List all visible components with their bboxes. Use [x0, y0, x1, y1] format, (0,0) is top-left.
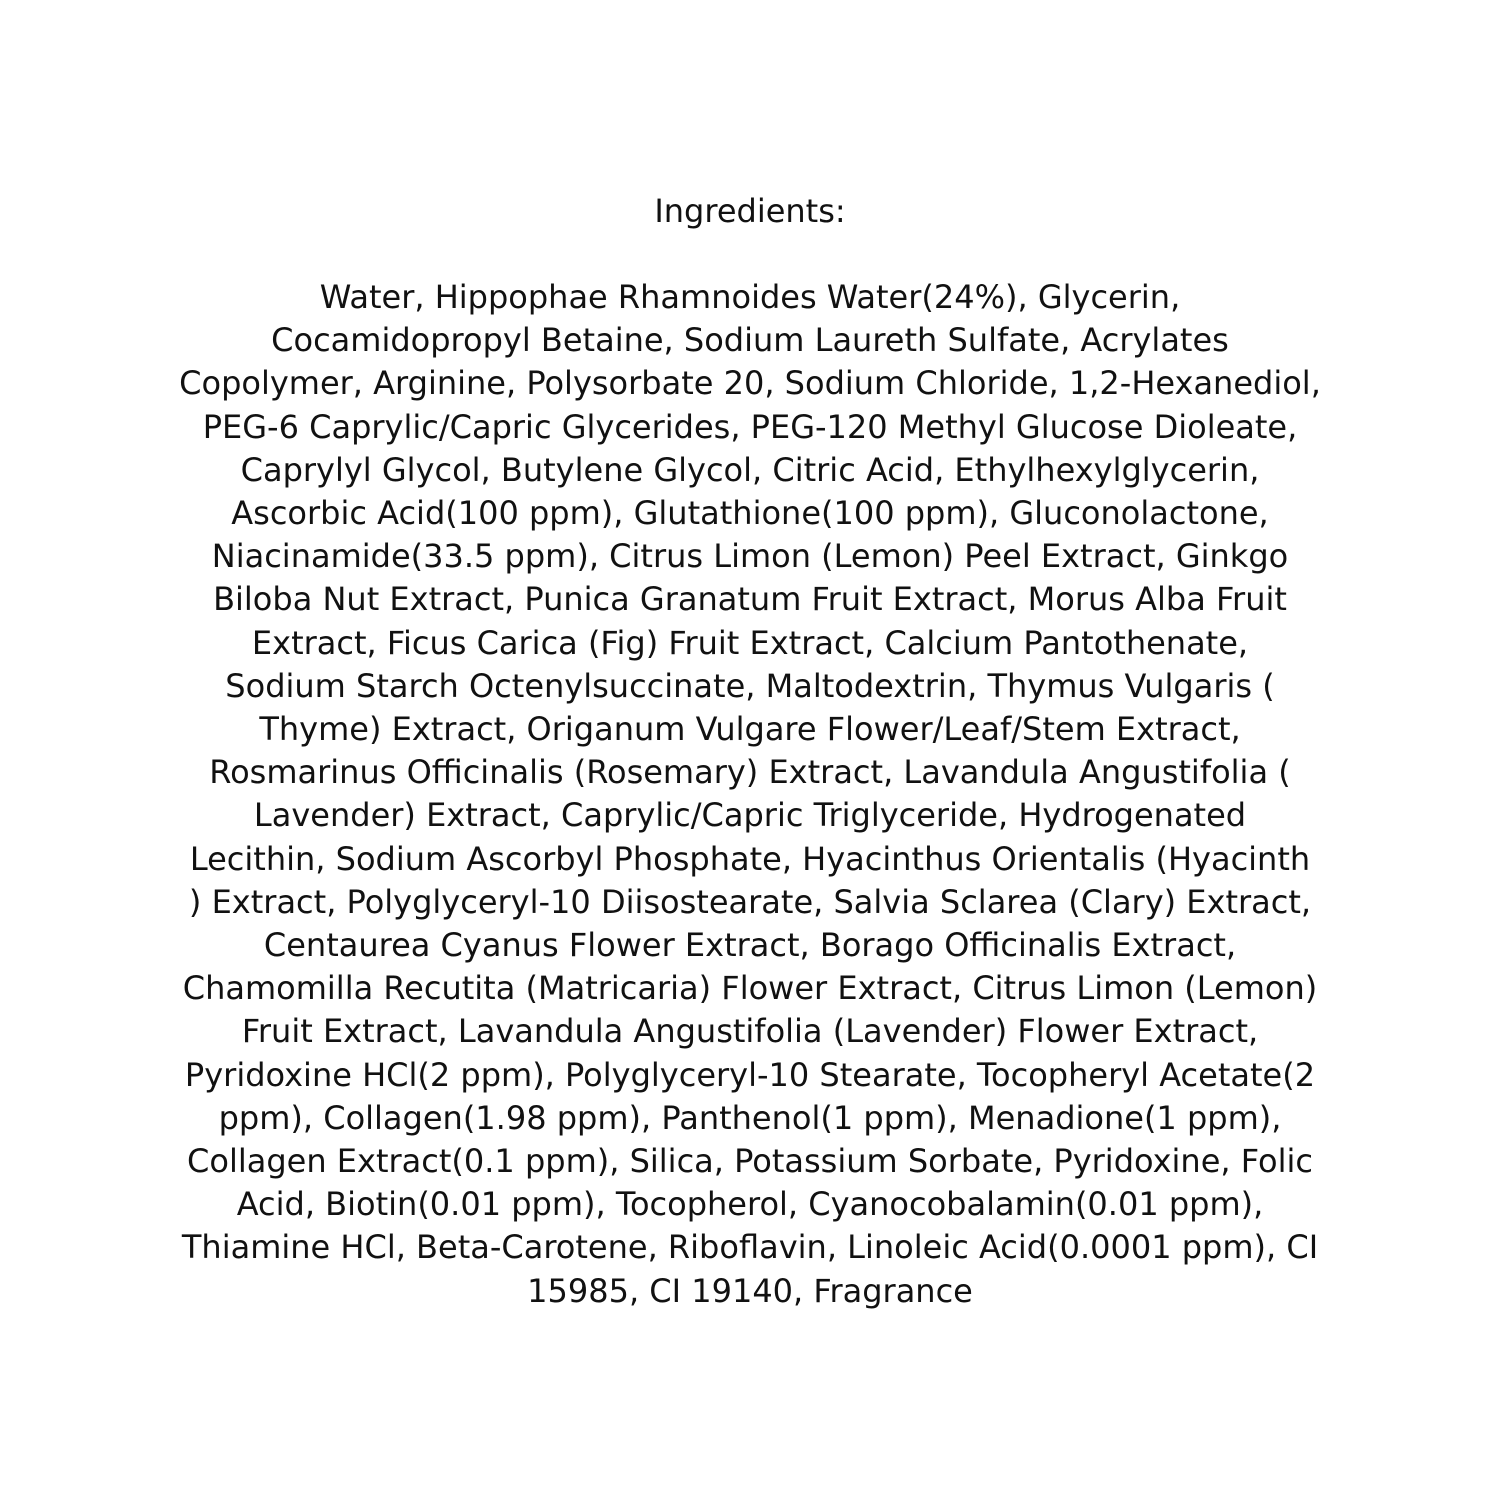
ingredients-line: Lecithin, Sodium Ascorbyl Phosphate, Hyacinthus Orientalis (Hyacinth	[189, 839, 1311, 878]
ingredients-line: PEG-6 Caprylic/Capric Glycerides, PEG-120 Methyl Glucose Dioleate,	[202, 407, 1298, 446]
ingredients-line: Extract, Ficus Carica (Fig) Fruit Extract, Calcium Pantothenate,	[251, 623, 1249, 662]
ingredients-line: Thiamine HCl, Beta-Carotene, Riboflavin, Linoleic Acid(0.0001 ppm), CI	[181, 1228, 1319, 1267]
ingredients-line: Fruit Extract, Lavandula Angustifolia (Lavender) Flower Extract,	[241, 1012, 1259, 1051]
ingredients-line: Biloba Nut Extract, Punica Granatum Fruit Extract, Morus Alba Fruit	[213, 580, 1287, 619]
ingredients-line: Pyridoxine HCl(2 ppm), Polyglyceryl-10 Stearate, Tocopheryl Acetate(2	[184, 1055, 1316, 1094]
ingredients-line: Copolymer, Arginine, Polysorbate 20, Sodium Chloride, 1,2-Hexanediol,	[179, 364, 1321, 403]
ingredients-line: Water, Hippophae Rhamnoides Water(24%), Glycerin,	[319, 278, 1181, 316]
ingredients-line: Collagen Extract(0.1 ppm), Silica, Potassium Sorbate, Pyridoxine, Folic	[187, 1142, 1313, 1181]
ingredients-line: Cocamidopropyl Betaine, Sodium Laureth Sulfate, Acrylates	[271, 321, 1229, 360]
ingredients-line: Thyme) Extract, Origanum Vulgare Flower/Leaf/Stem Extract,	[259, 710, 1241, 749]
ingredients-line: Niacinamide(33.5 ppm), Citrus Limon (Lemon) Peel Extract, Ginkgo	[211, 537, 1289, 576]
ingredients-line: Centaurea Cyanus Flower Extract, Borago Officinalis Extract,	[263, 926, 1237, 965]
ingredients-line: Acid, Biotin(0.01 ppm), Tocopherol, Cyanocobalamin(0.01 ppm),	[236, 1185, 1264, 1224]
ingredients-line: Rosmarinus Officinalis (Rosemary) Extract, Lavandula Angustifolia (	[209, 753, 1291, 792]
ingredients-line: ) Extract, Polyglyceryl-10 Diisostearate, Salvia Sclarea (Clary) Extract,	[188, 882, 1312, 921]
ingredients-line: Caprylyl Glycol, Butylene Glycol, Citric Acid, Ethylhexylglycerin,	[240, 450, 1260, 489]
ingredients-text	[150, 276, 1350, 1313]
ingredients-line: Lavender) Extract, Caprylic/Capric Triglyceride, Hydrogenated	[253, 796, 1247, 835]
ingredients-heading: Ingredients:	[654, 192, 846, 230]
ingredients-line: Chamomilla Recutita (Matricaria) Flower Extract, Citrus Limon (Lemon)	[182, 969, 1318, 1008]
ingredients-line: ppm), Collagen(1.98 ppm), Panthenol(1 ppm), Menadione(1 ppm),	[218, 1098, 1282, 1137]
ingredients-line: Ascorbic Acid(100 ppm), Glutathione(100 ppm), Gluconolactone,	[231, 494, 1269, 533]
ingredients-line: 15985, CI 19140, Fragrance	[527, 1271, 973, 1310]
ingredients-line: Sodium Starch Octenylsuccinate, Maltodextrin, Thymus Vulgaris (	[225, 666, 1275, 705]
